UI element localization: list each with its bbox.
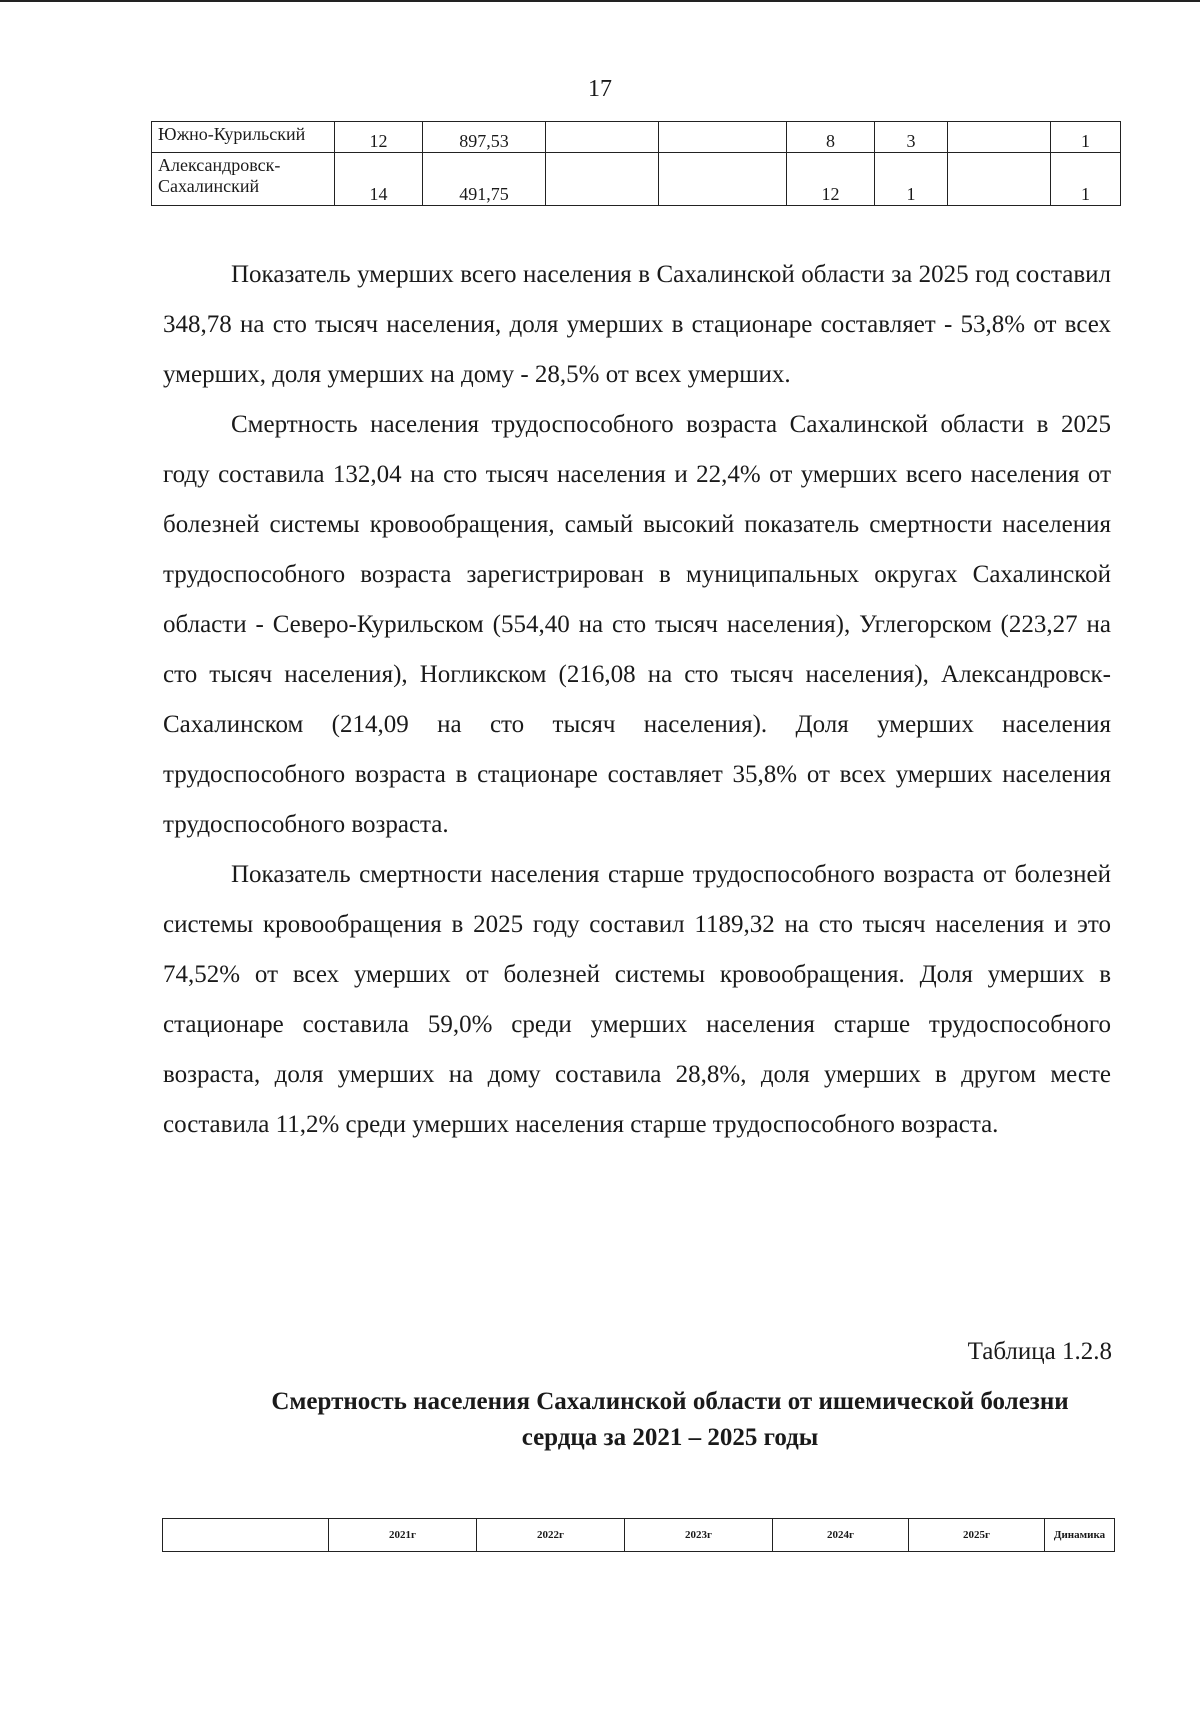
table-cell: 897,53 (423, 122, 546, 153)
table-title: Смертность населения Сахалинской области от ишемической болезни сердца за 2021 – 2025 годы (271, 1388, 1069, 1451)
table-row (152, 153, 1121, 206)
paragraph: Смертность населения трудоспособного возраста Сахалинской области в 2025 году составила 132,04 на сто тысяч населения и 22,4% от умерших всего населения от болезней системы кровообращения, самый высокий показатель смертности населения трудоспособного возраста зарегистрирован в муниципальных округах Сахалинской области - Северо-Курильском (554,40 на сто тысяч населения), Углегорском (223,27 на сто тысяч населения), Ногликском (216,08 на сто тысяч населения), Александровск-Сахалинском (214,09 на сто тысяч населения). Доля умерших населения трудоспособного возраста в стационаре составляет 35,8% от всех умерших населения трудоспособного возраста. (163, 411, 1111, 838)
scan-edge-line (0, 0, 1200, 2)
table-cell: 1 (1051, 122, 1121, 153)
table-cell (546, 153, 659, 206)
table-cell: 8 (787, 122, 875, 153)
paragraph: Показатель умерших всего населения в Сахалинской области за 2025 год составил 348,78 на сто тысяч населения, доля умерших в стационаре составляет - 53,8% от всех умерших, доля умерших на дому - 28,5% от всех умерших. (163, 261, 1111, 388)
table-cell: 12 (335, 122, 423, 153)
table-cell (659, 153, 787, 206)
table-header-cell: 2025г (909, 1519, 1045, 1552)
continued-table (151, 121, 1121, 206)
body-text (163, 250, 1111, 1150)
table-cell: 491,75 (423, 153, 546, 206)
table-header-cell: 2023г (625, 1519, 773, 1552)
table-header-cell: Динамика (1045, 1519, 1115, 1552)
table-header-cell: 2022г (477, 1519, 625, 1552)
table-cell: 12 (787, 153, 875, 206)
district-name: Александровск-Сахалинский (152, 153, 335, 206)
table-header-cell: 2024г (773, 1519, 909, 1552)
table-cell: 3 (875, 122, 948, 153)
table-cell (659, 122, 787, 153)
table-header-cell (163, 1519, 329, 1552)
table-row (152, 122, 1121, 153)
table-caption: Таблица 1.2.8 (967, 1338, 1112, 1365)
table-cell (948, 153, 1051, 206)
table-header-row (163, 1519, 1115, 1552)
ihd-mortality-table (162, 1518, 1115, 1552)
district-name: Южно-Курильский (152, 122, 335, 153)
table-cell: 1 (875, 153, 948, 206)
table-cell: 1 (1051, 153, 1121, 206)
table-header-cell: 2021г (329, 1519, 477, 1552)
table-cell (948, 122, 1051, 153)
paragraph: Показатель смертности населения старше трудоспособного возраста от болезней системы кровообращения в 2025 году составил 1189,32 на сто тысяч населения и это 74,52% от всех умерших от болезней системы кровообращения. Доля умерших в стационаре составила 59,0% среди умерших населения старше трудоспособного возраста, доля умерших на дому составила 28,8%, доля умерших в другом месте составила 11,2% среди умерших населения старше трудоспособного возраста. (163, 861, 1111, 1138)
page-number: 17 (588, 76, 612, 102)
table-cell (546, 122, 659, 153)
table-cell: 14 (335, 153, 423, 206)
